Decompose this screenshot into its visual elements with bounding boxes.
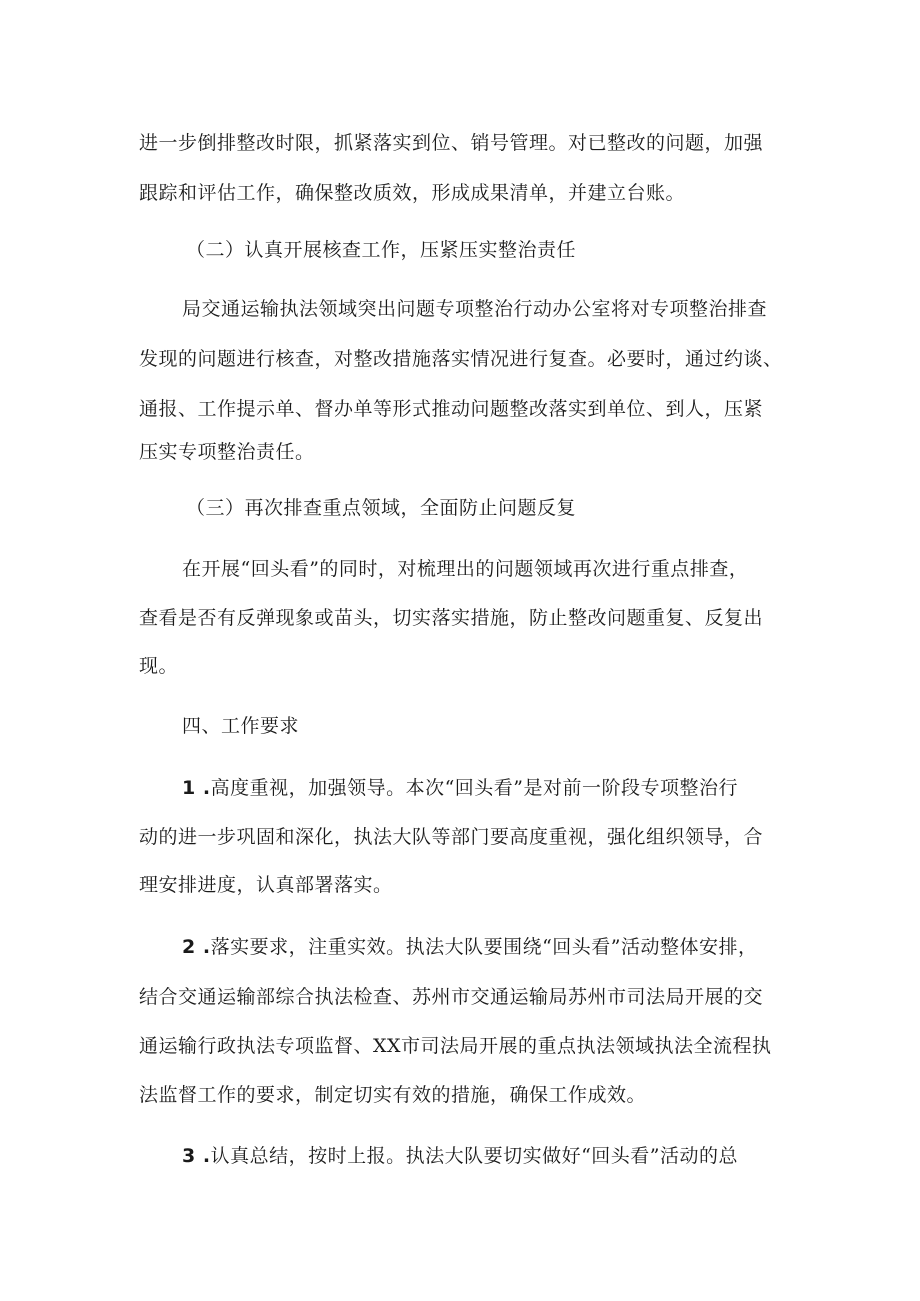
paragraph-text: 认真总结，按时上报。执法大队要切实做好“回头看”活动的总 bbox=[210, 1145, 738, 1167]
section-heading: （三）再次排查重点领域，全面防止问题反复 bbox=[186, 497, 577, 519]
numbered-item bbox=[182, 935, 758, 959]
numbered-item bbox=[182, 776, 738, 800]
paragraph-line: 理安排进度，认真部署落实。 bbox=[139, 874, 393, 896]
paragraph-line: 查看是否有反弹现象或苗头，切实落实措施，防止整改问题重复、反复出 bbox=[139, 607, 764, 629]
paragraph-line: 在开展“回头看”的同时，对梳理出的问题领域再次进行重点排查， bbox=[182, 558, 749, 580]
paragraph-line: 跟踪和评估工作，确保整改质效，形成成果清单，并建立台账。 bbox=[139, 182, 686, 204]
section-title: 四、工作要求 bbox=[182, 715, 300, 737]
paragraph-text: 高度重视，加强领导。本次“回头看”是对前一阶段专项整治行 bbox=[210, 777, 738, 799]
item-number: 1 . bbox=[182, 777, 211, 799]
paragraph-line: 压实专项整治责任。 bbox=[139, 441, 315, 463]
paragraph-line: 动的进一步巩固和深化，执法大队等部门要高度重视，强化组织领导，合 bbox=[139, 826, 764, 848]
paragraph-line: 局交通运输执法领域突出问题专项整治行动办公室将对专项整治排查 bbox=[182, 298, 768, 320]
paragraph-line: 进一步倒排整改时限，抓紧落实到位、销号管理。对已整改的问题，加强 bbox=[139, 132, 764, 154]
paragraph-line: 现。 bbox=[139, 655, 179, 677]
item-number: 3 . bbox=[182, 1145, 211, 1167]
paragraph-line: 结合交通运输部综合执法检查、苏州市交通运输局苏州市司法局开展的交 bbox=[139, 986, 764, 1008]
paragraph-text: 落实要求，注重实效。执法大队要围绕“回头看”活动整体安排， bbox=[210, 936, 758, 958]
paragraph-line: 通报、工作提示单、督办单等形式推动问题整改落实到单位、到人，压紧 bbox=[139, 398, 764, 420]
section-heading: （二）认真开展核查工作，压紧压实整治责任 bbox=[186, 239, 577, 261]
paragraph-line: 法监督工作的要求，制定切实有效的措施，确保工作成效。 bbox=[139, 1084, 647, 1106]
paragraph-line: 通运输行政执法专项监督、XX市司法局开展的重点执法领域执法全流程执 bbox=[139, 1035, 772, 1057]
paragraph-line: 发现的问题进行核查，对整改措施落实情况进行复查。必要时，通过约谈、 bbox=[139, 348, 783, 370]
item-number: 2 . bbox=[182, 936, 211, 958]
numbered-item bbox=[182, 1144, 738, 1168]
